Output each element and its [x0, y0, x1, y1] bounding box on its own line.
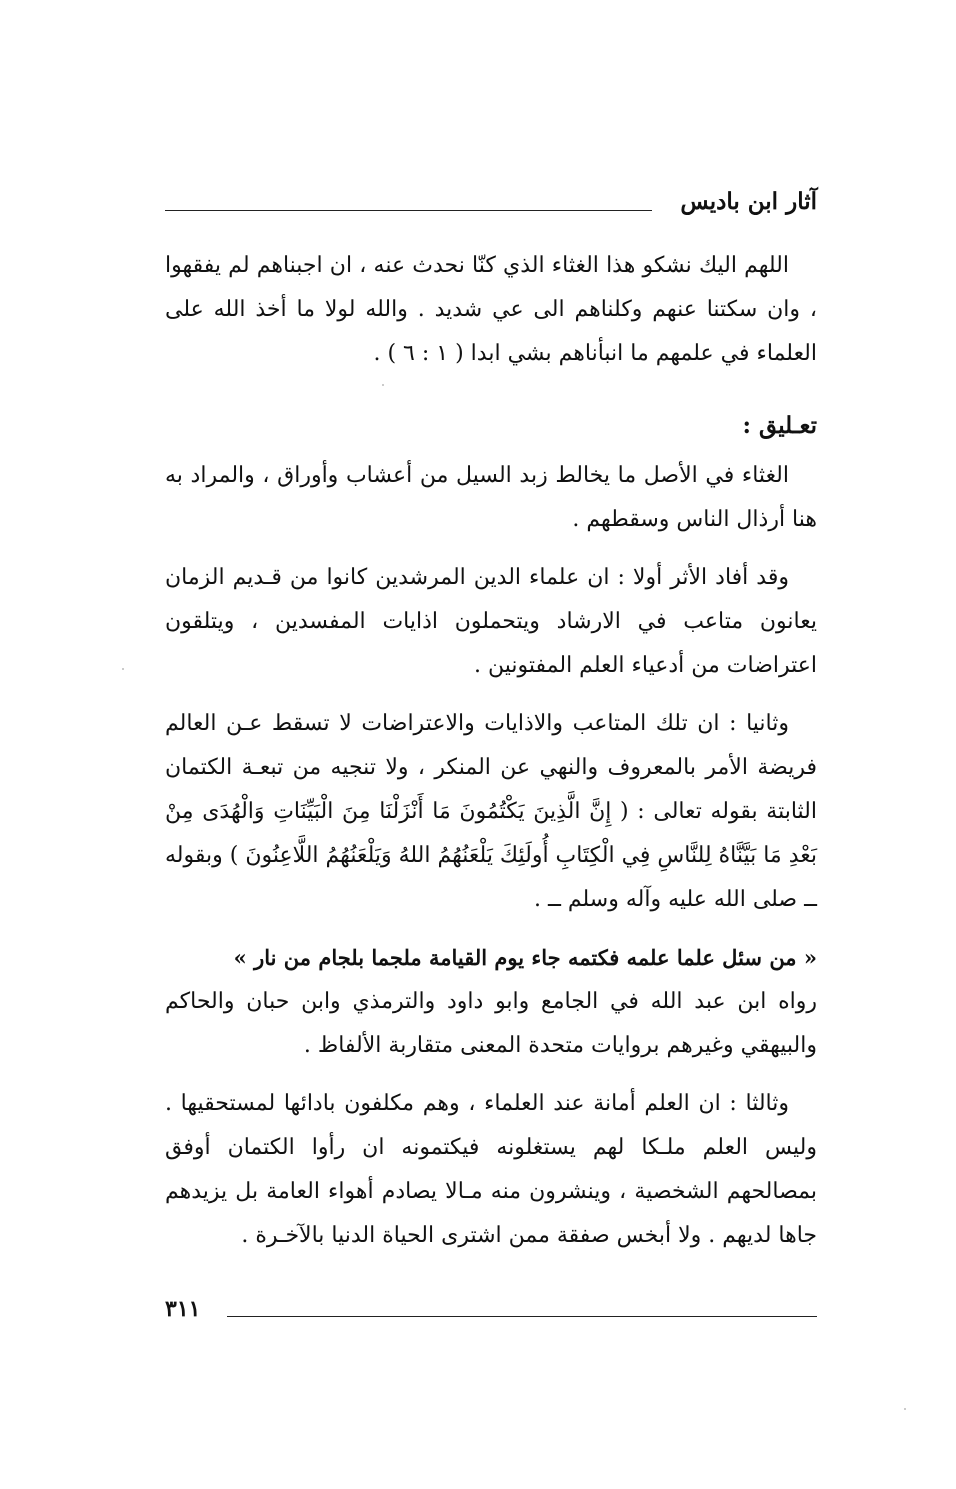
section-heading: تعـليق : [742, 412, 817, 439]
hadith-quote: « من سئل علما علمه فكتمه جاء يوم القيامة ملجما بلجام من نار » [233, 945, 817, 970]
page-number: ٣١١ [165, 1296, 201, 1322]
scan-speck [382, 384, 384, 386]
scan-speck [122, 668, 124, 670]
hadith-source: رواه ابن عبد الله في الجامع وابو داود والترمذي وابن حبان والحاكم والبيهقي وغيرهم بروايات متحدة المعنى متقاربة الألفاظ . [165, 989, 817, 1058]
paragraph-second-point: وثانيا : ان تلك المتاعب والاذايات والاعتراضات لا تسقط عـن العالم فريضة الأمر بالمعروف والنهي عن المنكر ، ولا تنجيه من تبعـة الكتمان الثابتة بقوله تعالى : ( إِنَّ الَّذِينَ يَكْتُمُونَ مَا أَنْزَلْنَا مِنَ الْبَيِّنَاتِ وَالْهُدَى مِنْ بَعْدِ مَا بَيَّنَّاهُ لِلنَّاسِ فِي الْكِتَابِ أُولَئِكَ يَلْعَنُهُمُ اللهُ وَيَلْعَنُهُمُ اللَّاعِنُونَ ) وبقوله ــ صلى الله عليه وآله وسلم ــ . [165, 711, 817, 912]
running-title: آثار ابن باديس [680, 188, 817, 215]
page-header [165, 188, 817, 224]
header-rule [165, 210, 652, 211]
scan-speck [904, 1408, 906, 1410]
paragraph-third-point: وثالثا : ان العلم أمانة عند العلماء ، وهم مكلفون بادائها لمستحقيها . وليس العلم ملـكا لهم يستغلونه فيكتمونه ان رأوا الكتمان أوفق بمصالحهم الشخصية ، وينشرون منه مـالا يصادم أهواء العامة بل يزيدهم جاها لديهم . ولا أبخس صفقة ممن اشترى الحياة الدنيا بالآخـرة . [165, 1091, 817, 1248]
footer-rule [227, 1316, 817, 1317]
intro-paragraph: اللهم اليك نشكو هذا الغثاء الذي كنّا نحدث عنه ، ان اجبناهم لم يفقهوا ، وان سكتنا عنهم وكلناهم الى عي شديد . والله لولا ما أخذ الله على العلماء في علمهم ما انبأناهم بشي ابدا ( ١ : ٦ ) . [165, 253, 817, 366]
paragraph-first-point: وقد أفاد الأثر أولا : ان علماء الدين المرشدين كانوا من قـديم الزمان يعانون متاعب في الارشاد ويتحملون اذايات المفسدين ، ويتلقون اعتراضات من أدعياء العلم المفتونين . [165, 565, 817, 678]
paragraph-definition: الغثاء في الأصل ما يخالط زبد السيل من أعشاب وأوراق ، والمراد به هنا أرذال الناس وسقطهم . [165, 463, 817, 532]
page-body [165, 244, 817, 1272]
page-footer [165, 1294, 817, 1330]
